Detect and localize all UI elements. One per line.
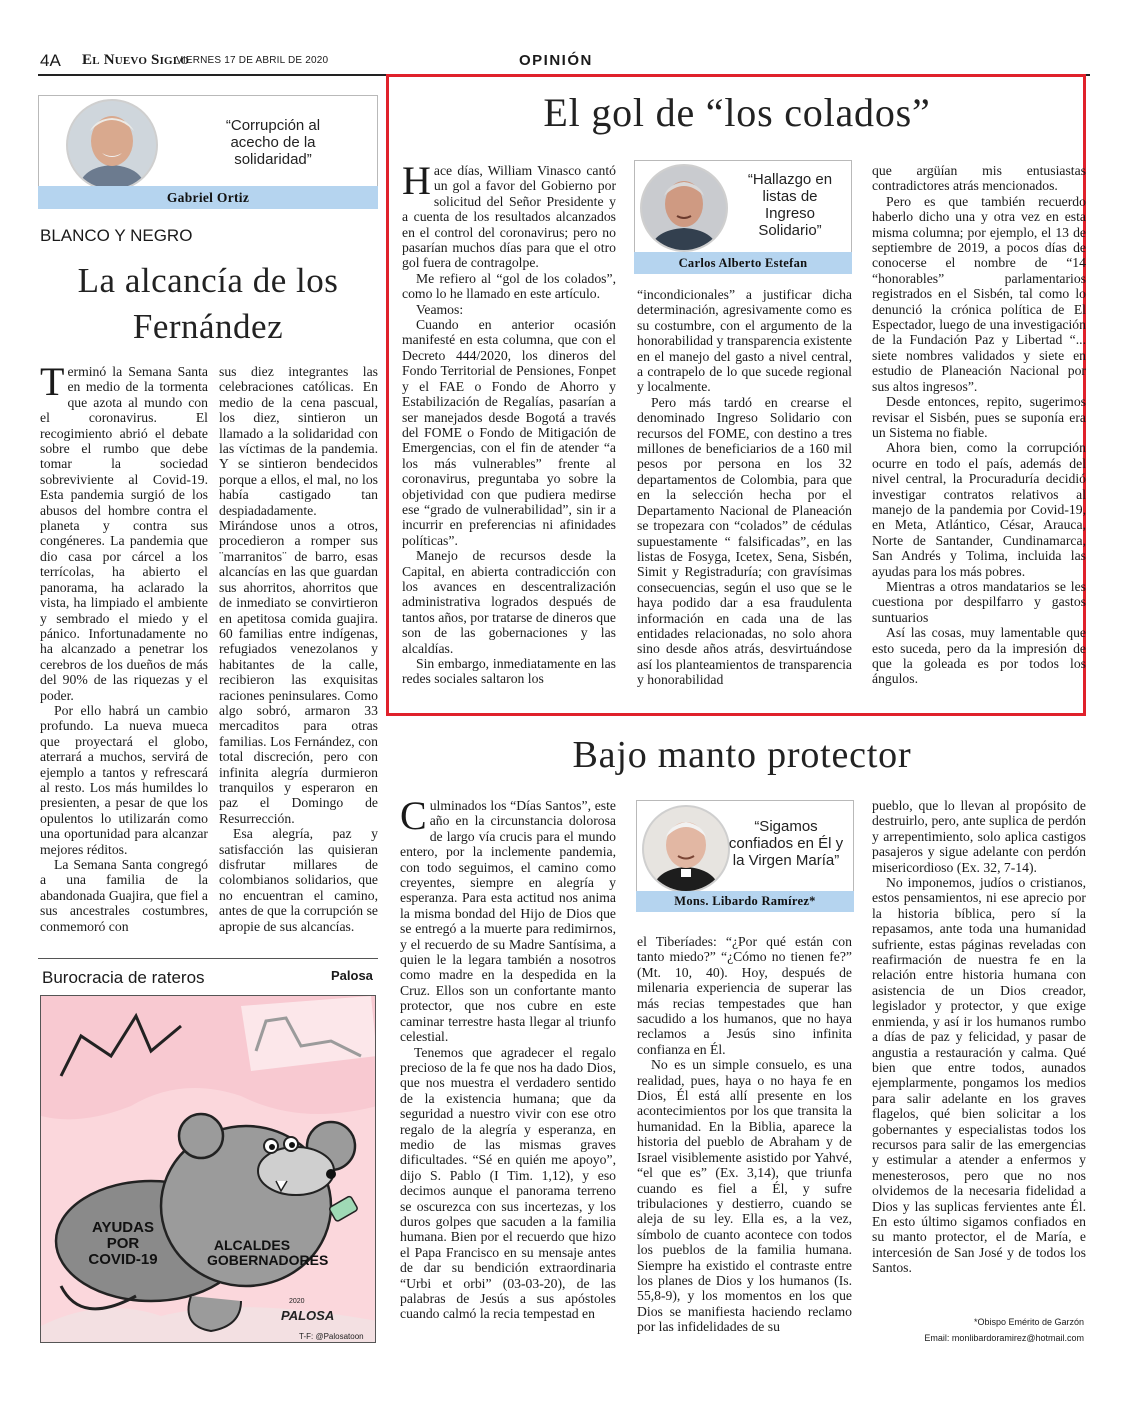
cartoon-bag-label: AYUDAS POR COVID-19 [88, 1219, 158, 1268]
center-column-2 [637, 287, 852, 688]
bottom-pull-quote: “Sigamos confiados en Él y la Virgen María” [728, 818, 844, 869]
portrait-illustration [68, 101, 156, 189]
left-column-1 [40, 359, 208, 934]
center-paragraph: que argüían mis entusiastas contradictores atrás mencionados. [872, 163, 1086, 194]
bottom-paragraph: No imponemos, judíos o cristianos, estos pensamientos, ni ese aprecio por la historia bíblica, pero sí la repasamos, ante toda una humanidad sufriente, estas páginas reveladas con reafirmación de nuestra fe en la relación entre historia humana con asistencia de un Dios creador, legislador y protector, y que exige enmienda, y así ir los humanos rumbo a días de paz y felicidad, y pasar de angustia a restauración y calma. Qué bien que entre todos, aunados ejemplarmente, pongamos los medios para salir adelante en los graves flagelos, qué bien solicitar a los gobernantes y especialistas todos los recursos para salir de las emergencias y estimular a atender a enfermos y menesterosos, pero que no nos olvidemos de la necesaria fidelidad a Dios y las suplicas fervientes ante Él. En esto último sigamos confiados en su manto protector, el de María, e intercesión de San José y de todos los Santos. [872, 875, 1086, 1276]
left-paragraph: sus diez integrantes las celebraciones católicas. En medio de la cena pascual, los diez, sintieron un llamado a la solidaridad con las víctimas de la pandemia. Y se sintieron bendecidos porque a ellos, el mal, no los había castigado tan despiadadamente. Mirándose unos a otros, procedieron a romper sus ¨marranitos¨ de barro, esas alcancías en las que guardan sus ahorritos, ahorritos que de inmediato se convirtieron en apetitosa comida guajira. 60 familias entre indígenas, refugiados venezolanos y habitantes de la calle, recibieron las exquisitas raciones peninsulares. Como algo sobró, armaron 33 mercaditos para otras familias. Los Fernández, con total discreción, pero con infinita alegría durmieron tranquilos y esperaron en paz el Domingo de Resurrección. [219, 364, 378, 826]
bottom-column-2 [637, 934, 852, 1335]
center-headline: El gol de “los colados” [543, 90, 931, 135]
cartoon-year: 2020 [289, 1298, 305, 1305]
center-paragraph: Así las cosas, muy lamentable que esto suceda, pero da la impresión de que la goleada es por todos los ángulos. [872, 625, 1086, 687]
cartoon-credit: T-F: @Palosatoon [299, 1332, 364, 1341]
center-author-name: Carlos Alberto Estefan [634, 252, 852, 274]
cartoon-illustration [41, 996, 376, 1343]
author-portrait [642, 805, 730, 893]
bottom-footnote: *Obispo Emérito de Garzón [973, 1317, 1084, 1327]
bottom-paragraph: Culminados los “Días Santos”, este año en la circunstancia dolorosa de largo vía crucis para el mundo entero, por la inclemente pandemia, con todo seguimos, el camino como creyentes, siempre en alegría y esperanza. Para esta actitud nos anima la misma bondad del Hijo de Dios que se entregó a la muerte para redimirnos, y el recuerdo de su Madre Santísima, a quien le la legara también a nosotros como madre en la despedida en la Cruz. Ellos son un confortante manto protector, que nos cubre en este caminar terrestre hasta llegar al triunfo celestial. [400, 793, 616, 1045]
left-author-name: Gabriel Ortiz [38, 186, 378, 209]
section-name: OPINIÓN [519, 52, 593, 69]
center-paragraph: Veamos: [416, 301, 464, 317]
author-portrait [66, 99, 158, 191]
left-paragraph: Esa alegría, paz y satisfacción las quisieran disfrutar millares de colombianos solidarios, que no encuentran el camino, antes de que la corrupción se apropie de sus alcancías. [219, 826, 378, 934]
center-pull-quote: “Hallazgo en listas de Ingreso Solidario” [747, 171, 833, 239]
issue-date: VIERNES 17 DE ABRIL DE 2020 [176, 55, 329, 66]
portrait-illustration [644, 807, 728, 891]
cartoon-title: Burocracia de rateros [42, 968, 205, 987]
bottom-paragraph: Tenemos que agradecer el regalo precioso de la fe que nos ha dado Dios, que nos muestra el verdadero sentido de la existencia humana; que da seguridad a nuestro vivir con ese otro regalo de la alegría y esperanza, en medio de las mismas graves dificultades. “Sé en quién me apoyo”, dijo S. Pablo (I Tim. 1,12), y eso decimos aunque el panorama terreno se oscurezca con sus incertezas, y los duros golpes que sacuden a la familia humana. Bien por el recuerdo que hizo el Papa Francisco en su mensaje antes de dar su bendición extraordinaria “Urbi et orbi” (03-03-20), de las palabras de Jesús a sus apóstoles cuando calmó la recia tempestad en [400, 1044, 616, 1322]
center-paragraph: Desde entonces, repito, sugerimos revisar el Sisbén, pues se suponía era un Sistema no fiable. [872, 394, 1086, 440]
center-paragraph: Hace días, William Vinasco cantó un gol a favor del Gobierno por solicitud del Señor Presidente y a cuenta de los resultados alcanzados en el control del coronavirus; pero no pasarían muchos días para que el otro gol fuera de contragolpe. [402, 158, 616, 271]
bottom-paragraph: el Tiberíades: “¿Por qué están con tanto miedo?” “¿Cómo no tienen fe?” (Mt. 10, 40). Hoy, después de milenaria experiencia de superar las más recias tempestades que han sacudido a los humanos, que no haya reclamos a Jesús sino infinita confianza en Él. [637, 934, 852, 1057]
bottom-paragraph: No es un simple consuelo, es una realidad, pues, haya o no haya fe en Dios, Él está allí presente en los acontecimientos por los que transita la humanidad. En la Biblia, aparece la historia del pueblo de Abraham y de Israel visiblemente asistido por Yahvé, “el que es” (Ex. 3,14), que triunfa cuando es fiel a Él, y sufre tribulaciones y destierro, cuando se aleja de su ley. Ella es, a la vez, símbolo de cuanto acontece con todos los pueblos de la familia humana. Siempre ha existido el contraste entre los planes de Dios y los humanos (Is. 55,8-9), y los momentos en los que Dios se manifiesta haciendo reclamo por las infidelidades de su [637, 1057, 852, 1335]
bottom-headline: Bajo manto protector [572, 734, 912, 776]
center-paragraph: Cuando en anterior ocasión manifesté en esta columna, que con el Decreto 444/2020, los dineros del Fondo Territorial de Pensiones, Fonpet y el FAE o Fondo de Ahorro y Estabilización de Regalías, pasarían a ser manejados desde Bogotá a través del FOME o Fondo de Mitigación de Emergencias, con el fin de atender “a los más vulnerables” frente al coronavirus, preguntaba yo sobre la objetividad con que pudiera medirse ese “grado de vulnerabilidad”, sin ir a incurrir en preferencias ni afinidades políticas”. [402, 317, 616, 548]
bottom-column-1 [400, 793, 616, 1322]
center-paragraph: Mientras a otros mandatarios se les cuestiona por despilfarro y gastos suntuarios [872, 578, 1086, 625]
left-paragraph: Terminó la Semana Santa en medio de la tormenta que azota al mundo con el coronavirus. El recogimiento abrió el debate sobre el rumbo que debe tomar la sociedad sobreviviente al Covid-19. Esta pandemia surgió de los abusos del hombre contra el planeta y contra sus congéneres. La pandemia que dio casa por cárcel a los terrícolas, ha abierto el panorama, ha aclarado la vista, ha limpiado el ambiente y sembrado el miedo y el pánico. Infortunadamente no ha alcanzado a penetrar los cerebros de los dueños de más del 90% de las riquezas y el poder. [40, 359, 208, 703]
center-paragraph: Me refiero al “gol de los colados”, como lo he llamado en este artículo. [402, 270, 616, 302]
left-column-2 [219, 364, 378, 934]
cartoon-rat-label: ALCALDES GOBERNADORES [207, 1237, 329, 1268]
left-headline: La alcancía de los Fernández [77, 261, 339, 346]
cartoon-artist: Palosa [331, 968, 373, 983]
center-paragraph: “incondicionales” a justificar dicha determinación, agresivamente como es su costumbre, con el argumento de la honorabilidad y transparencia existente en el manejo del gasto a nivel central, a contrapelo de lo que sucede regional y localmente. [637, 287, 852, 395]
left-paragraph: La Semana Santa congregó a una familia de la abandonada Guajira, que fiel a sus ancestrales costumbres, conmemoró con [40, 857, 208, 934]
page-number: 4A [40, 51, 61, 70]
cartoon-signature: PALOSA [281, 1308, 335, 1323]
bottom-column-3 [872, 798, 1086, 1276]
portrait-illustration [642, 166, 726, 250]
author-portrait [640, 164, 728, 252]
author-email: Email: monlibardoramirez@hotmail.com [924, 1333, 1084, 1343]
cartoon-frame [40, 995, 376, 1343]
center-paragraph: Pero más tardó en crearse el denominado Ingreso Solidario con recursos del FOME, con destino a tres millones de beneficiarios de a 160 mil pesos por persona en los 32 departamentos de Colombia, para que en la selección hecha por el Departamento Nacional de Planeación se tropezara con “colados” de cédulas supuestamente “ falsificadas”, en las listas de Fosyga, Icetex, Sena, Sisbén, Simit y Registraduría; con gravísimas consecuencias, según el uso que se le haya podido dar a esa fraudulenta información en cada una de las entidades relacionadas, no solo ahora sino desde años atrás, desvirtuándose así los planteamientos de transparencia y honorabilidad [637, 394, 852, 688]
center-paragraph: Ahora bien, como la corrupción ocurre en todo el país, además del nivel central, la Procuraduría decidió investigar contratos relativos al manejo de la pandemia por Covid-19, en Meta, Atlántico, César, Arauca, Norte de Santander, Cundinamarca, San Andrés y Tolima, incluida las ayudas para los más pobres. [872, 440, 1086, 579]
center-paragraph: Sin embargo, inmediatamente en las redes sociales saltaron los [402, 656, 616, 687]
center-paragraph: Manejo de recursos desde la Capital, en abierta contradicción con los avances en descentralización administrativa logrados después de tantos años, por tratarse de dineros que son de las gobernaciones y las alcaldías. [402, 548, 616, 656]
cartoon-top-rule [38, 958, 378, 959]
left-pull-quote: “Corrupción al acecho de la solidaridad” [225, 117, 321, 168]
bottom-author-name: Mons. Libardo Ramírez* [636, 891, 854, 912]
left-kicker: BLANCO Y NEGRO [40, 226, 193, 245]
center-paragraph: Pero es que también recuerdo haberlo dicho una y otra vez en esta misma columna; por ejemplo, el 13 de septiembre de 2019, a pocos días de conocerse el nombre de “14 “honorables” parlamentarios registrados en el Sisbén, tal como lo denunció la crónica política de El Espectador, luego de una investigación de la Fundación Paz y Libertad “... siete nombres validados y siete en estudio de Planeación Nacional por sus altos ingresos”. [872, 193, 1086, 394]
newspaper-name: El Nuevo Siglo [82, 52, 190, 68]
bottom-paragraph: pueblo, que lo llevan al propósito de destruirlo, pero, ante suplica de perdón y arrepentimiento, solo aplica castigos pasajeros y sigue adelante con perdón misericordioso (Ex. 32, 7-14). [872, 798, 1086, 875]
center-column-1 [402, 158, 616, 687]
left-paragraph: Por ello habrá un cambio profundo. La nueva mueca que proyectará el globo, aterrará a muchos, servirá de ejemplo a tantos y refrescará al resto. Los más humildes lo presienten, a pesar de que los opulentos lo utilizarán como una oportunidad para alcanzar mejores réditos. [40, 702, 208, 857]
center-column-3 [872, 163, 1086, 687]
